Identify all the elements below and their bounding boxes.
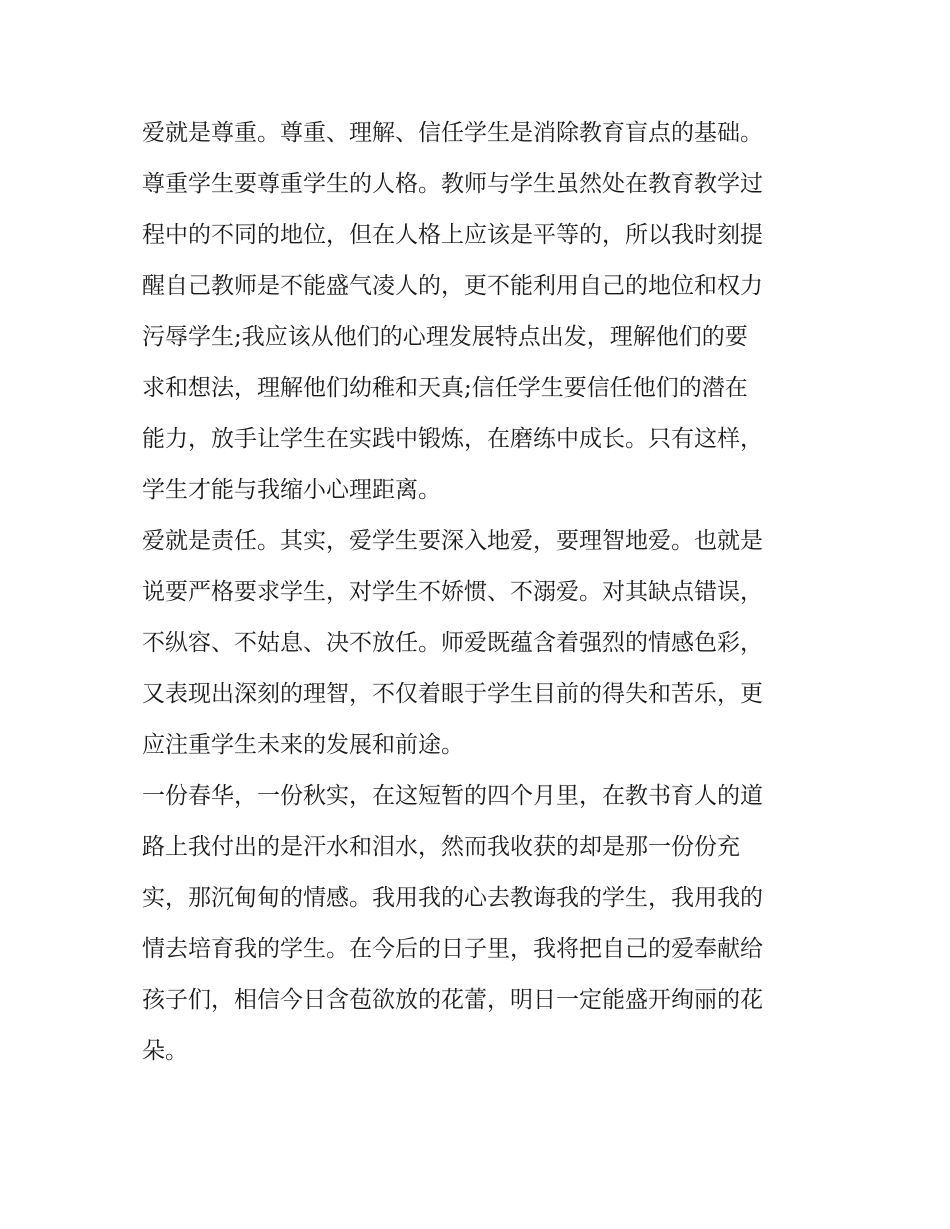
text-line: 路上我付出的是汗水和泪水，然而我收获的却是那一份份充: [142, 834, 740, 860]
text-line: 朵。: [142, 1038, 188, 1064]
text-line: 程中的不同的地位，但在人格上应该是平等的，所以我时刻提: [142, 222, 763, 248]
text-line: 不纵容、不姑息、决不放任。师爱既蕴含着强烈的情感色彩，: [142, 630, 763, 656]
text-line: 应注重学生未来的发展和前途。: [142, 732, 464, 758]
text-line: 爱就是责任。其实，爱学生要深入地爱，要理智地爱。也就是: [142, 528, 763, 554]
document-body: [142, 108, 822, 1077]
text-line: 求和想法，理解他们幼稚和天真;信任学生要信任他们的潜在: [142, 375, 748, 401]
text-line: 实，那沉甸甸的情感。我用我的心去教诲我的学生，我用我的: [142, 885, 763, 911]
text-line: 醒自己教师是不能盛气凌人的，更不能利用自己的地位和权力: [142, 273, 763, 299]
text-line: 尊重学生要尊重学生的人格。教师与学生虽然处在教育教学过: [142, 171, 763, 197]
text-line: 情去培育我的学生。在今后的日子里，我将把自己的爱奉献给: [142, 936, 763, 962]
text-line: 孩子们，相信今日含苞欲放的花蕾，明日一定能盛开绚丽的花: [142, 987, 763, 1013]
text-line: 爱就是尊重。尊重、理解、信任学生是消除教育盲点的基础。: [142, 120, 763, 146]
text-line: 一份春华，一份秋实，在这短暂的四个月里，在教书育人的道: [142, 783, 763, 809]
text-line: 能力，放手让学生在实践中锻炼，在磨练中成长。只有这样，: [142, 426, 763, 452]
text-line: 说要严格要求学生，对学生不娇惯、不溺爱。对其缺点错误，: [142, 579, 763, 605]
text-line: 又表现出深刻的理智，不仅着眼于学生目前的得失和苦乐，更: [142, 681, 763, 707]
text-line: 学生才能与我缩小心理距离。: [142, 477, 441, 503]
text-line: 污辱学生;我应该从他们的心理发展特点出发，理解他们的要: [142, 324, 748, 350]
